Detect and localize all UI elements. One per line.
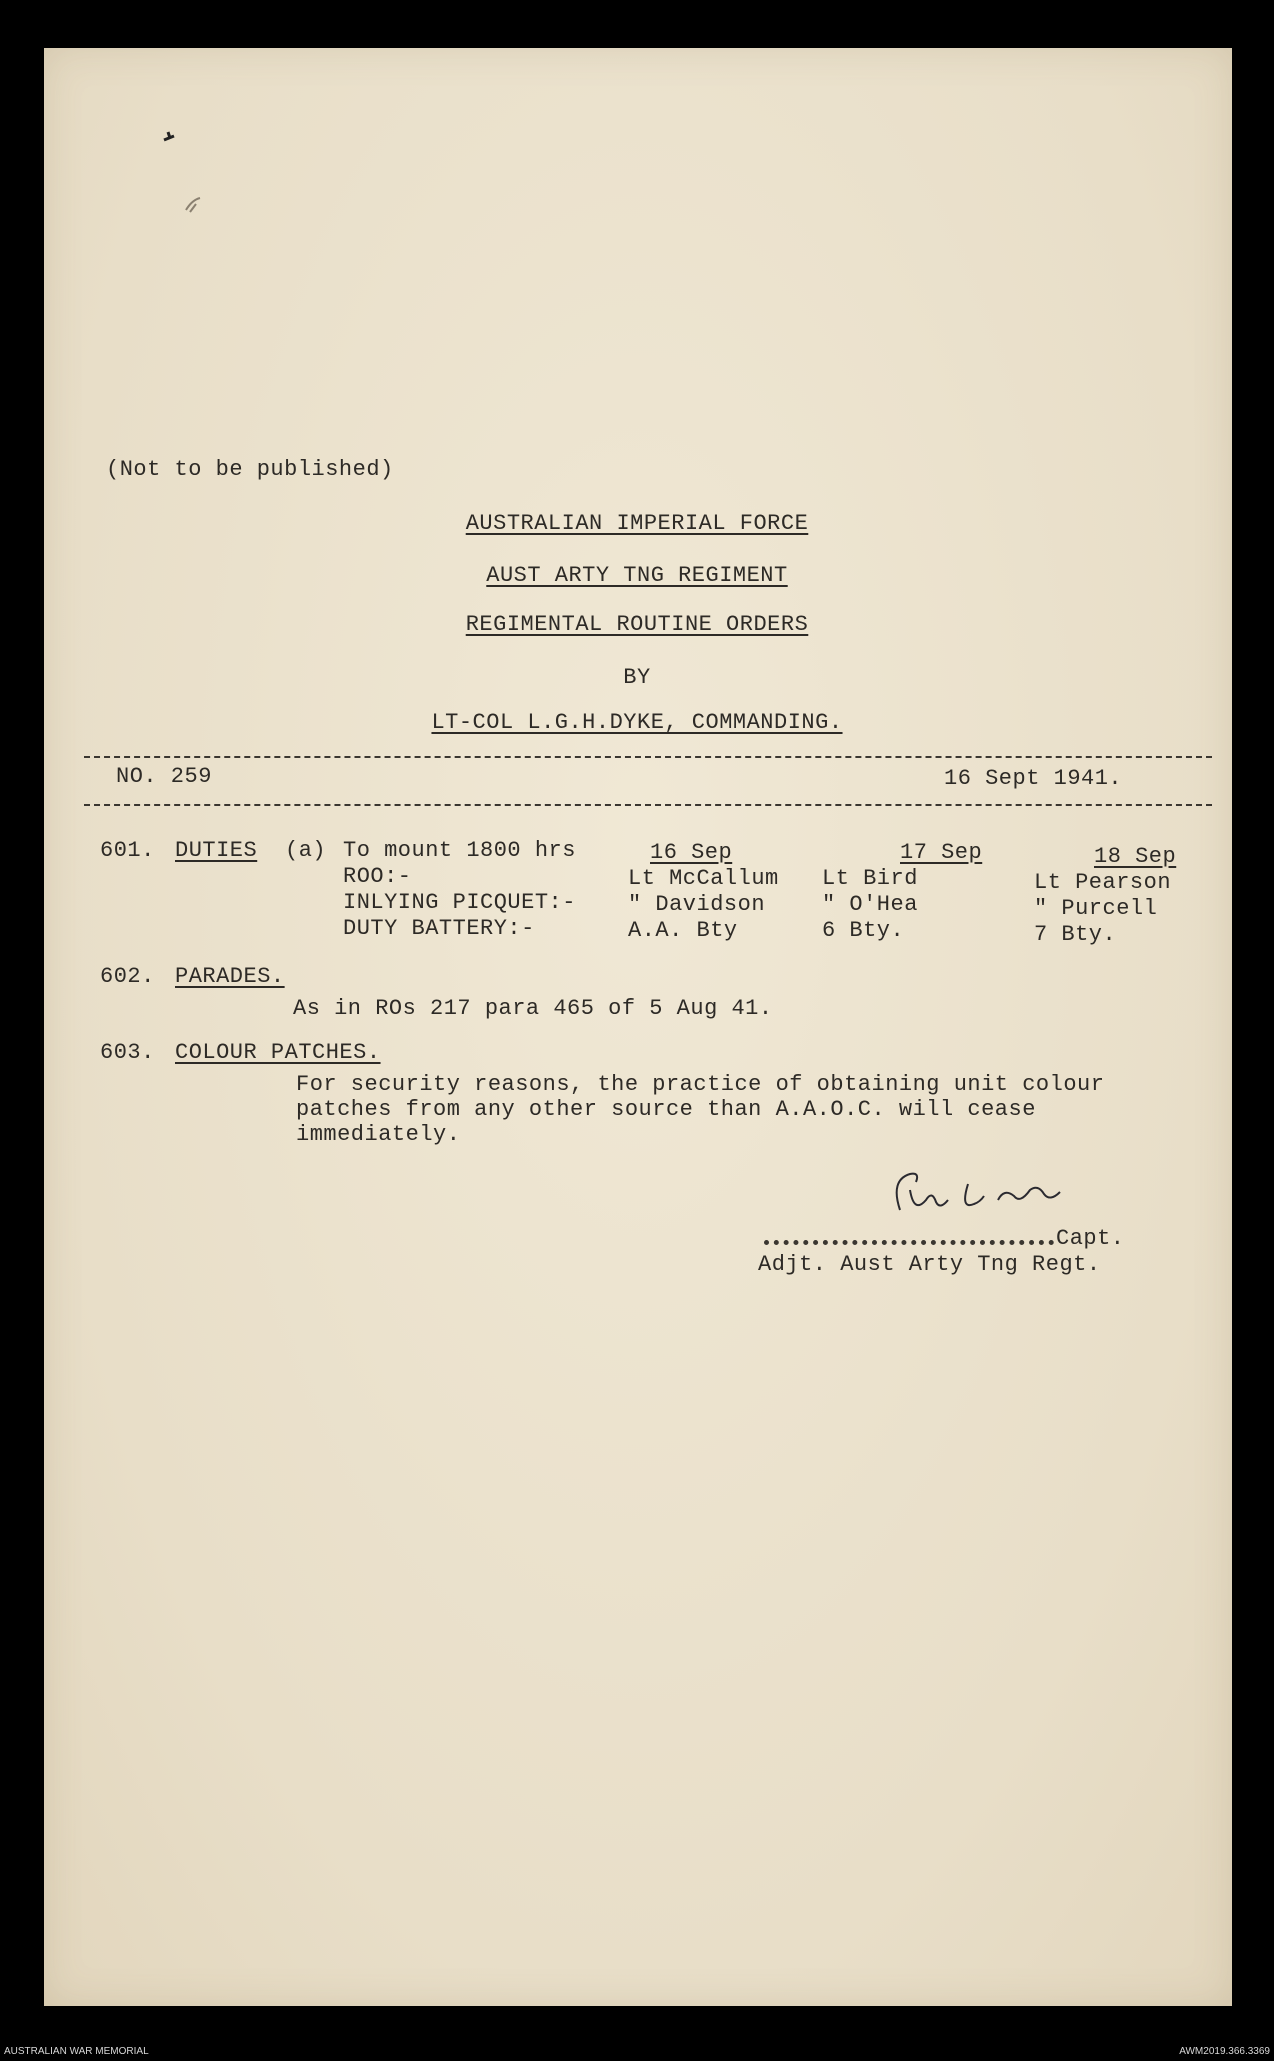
item-number: 603. — [100, 1040, 155, 1065]
header-orders: REGIMENTAL ROUTINE ORDERS — [465, 612, 809, 637]
item-title: DUTIES — [175, 838, 258, 863]
item-title: COLOUR PATCHES. — [175, 1040, 381, 1065]
order-number: NO. 259 — [116, 764, 212, 789]
duty-cell: " Purcell — [1034, 896, 1158, 921]
signature-rank: Capt. — [1056, 1226, 1125, 1251]
colour-text-line: immediately. — [296, 1122, 461, 1147]
item-number: 601. — [100, 838, 155, 863]
header-by: BY — [623, 665, 651, 690]
colour-text-line: For security reasons, the practice of obtaining unit colour — [296, 1072, 1105, 1097]
publication-note: (Not to be published) — [106, 457, 394, 482]
ink-mark — [160, 126, 190, 146]
duty-cell: Lt Bird — [822, 866, 918, 891]
duty-date: 18 Sep — [1094, 844, 1177, 869]
duty-cell: Lt McCallum — [628, 866, 779, 891]
duty-cell: " Davidson — [628, 892, 766, 917]
footer-right: AWM2019.366.3369 — [1179, 2046, 1270, 2057]
order-date: 16 Sept 1941. — [944, 766, 1123, 791]
duty-row-label: ROO:- — [343, 864, 412, 889]
duty-cell: 6 Bty. — [822, 918, 905, 943]
document-page — [44, 48, 1232, 2006]
duty-cell: 7 Bty. — [1034, 922, 1117, 947]
duty-date: 17 Sep — [900, 840, 983, 865]
divider-top — [84, 756, 1212, 758]
duty-cell: Lt Pearson — [1034, 870, 1172, 895]
signature-line — [764, 1240, 1054, 1245]
duty-cell: A.A. Bty — [628, 918, 738, 943]
header-force: AUSTRALIAN IMPERIAL FORCE — [465, 511, 809, 536]
header-commanding: LT-COL L.G.H.DYKE, COMMANDING. — [431, 710, 843, 735]
duty-date: 16 Sep — [650, 840, 733, 865]
item-title: PARADES. — [175, 964, 285, 989]
duty-row-label: DUTY BATTERY:- — [343, 916, 535, 941]
parades-text: As in ROs 217 para 465 of 5 Aug 41. — [293, 996, 773, 1021]
duty-row-label: INLYING PICQUET:- — [343, 890, 576, 915]
header-regiment: AUST ARTY TNG REGIMENT — [486, 563, 788, 588]
duty-mount-time: To mount 1800 hrs — [343, 838, 576, 863]
paper-mark — [180, 190, 210, 220]
signature-title: Adjt. Aust Arty Tng Regt. — [758, 1252, 1101, 1277]
handwritten-signature — [880, 1160, 1120, 1230]
duty-cell: " O'Hea — [822, 892, 918, 917]
divider-bottom — [84, 804, 1212, 806]
colour-text-line: patches from any other source than A.A.O.C. will cease — [296, 1097, 1036, 1122]
item-number: 602. — [100, 964, 155, 989]
footer-left: AUSTRALIAN WAR MEMORIAL — [4, 2046, 149, 2057]
item-subsection: (a) — [285, 838, 327, 863]
